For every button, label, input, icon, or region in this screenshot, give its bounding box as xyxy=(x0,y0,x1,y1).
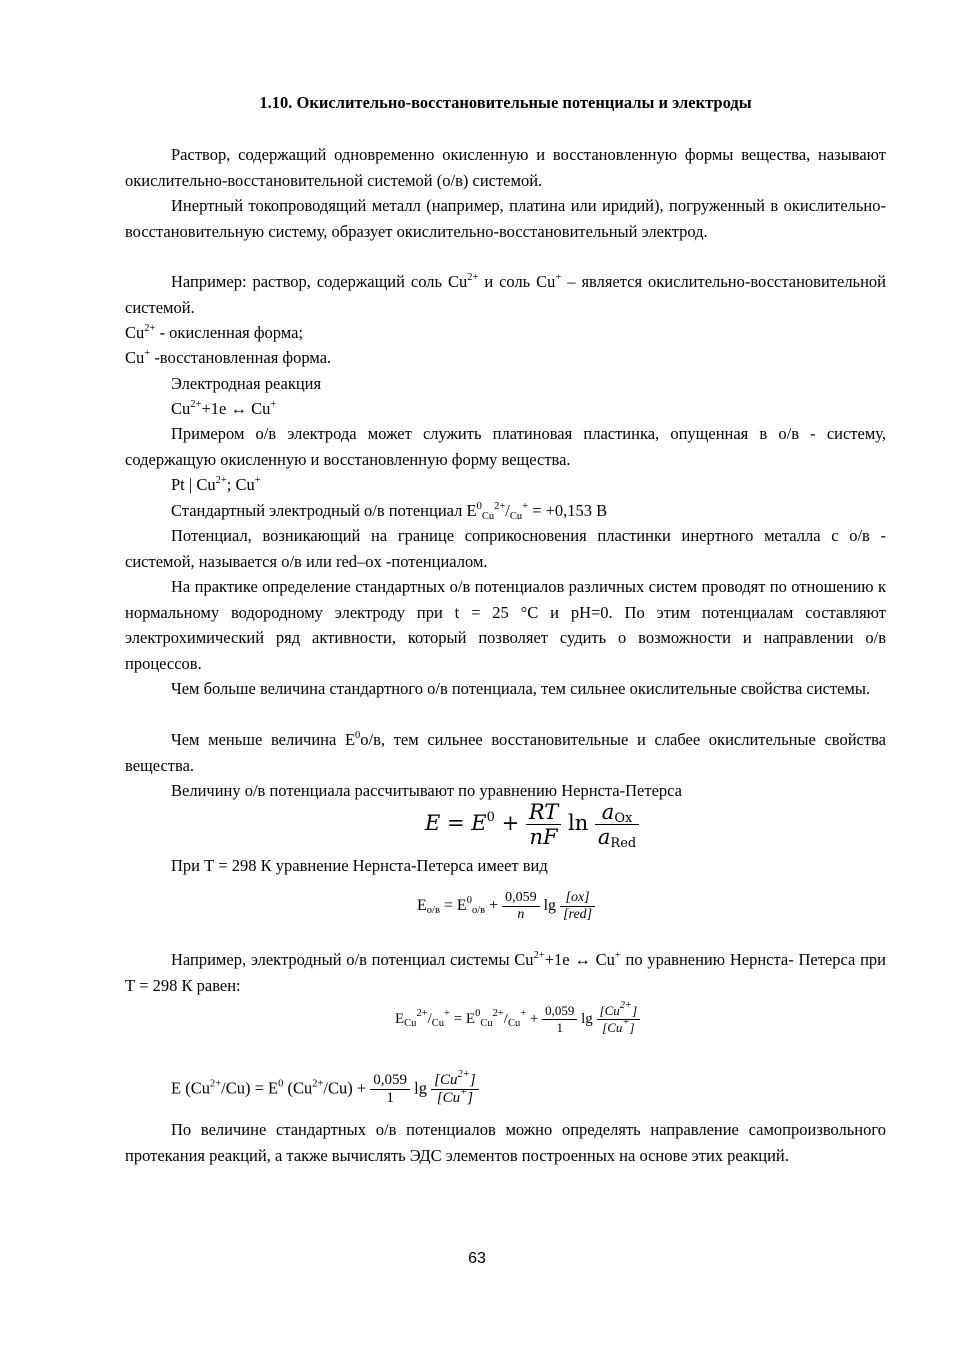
paragraph-practice: На практике определение стандартных о/в потенциалов различных систем проводят по отношению к нормальному водородному электроду при t = 25 °С и рН=0. По этим потенциалам составляют электрохимический ряд активности, который позволяет судить о возможности и направлении о/в процессов. xyxy=(125,577,886,673)
section-title: 1.10. Окислительно-восстановительные потенциалы и электроды xyxy=(259,93,752,112)
electrode-reaction-label: Электродная реакция xyxy=(171,374,322,393)
nernst-298-equation: $E_{о/в} = E^0_{о/в}$ + $\frac{0,059}{n}$ lg $\frac{[ox]}{\text{[red]}}$ xyxy=(417,890,595,923)
nernst-298-intro: При Т = 298 К уравнение Нернста-Петерса имеет вид xyxy=(171,856,548,875)
nernst-intro: Величину о/в потенциала рассчитывают по уравнению Нернста-Петерса xyxy=(171,781,683,800)
paragraph-redox-potential: Потенциал, возникающий на границе соприкосновения пластинки инертного металла с о/в - системой, называется о/в или red–ox -потенциалом. xyxy=(125,526,886,571)
reduced-form-line: Cu+ -восстановленная форма. xyxy=(125,348,332,367)
paragraph-smaller-potential: Чем меньше величина $E^0о/в$, тем сильнее восстановительные и слабее окислительные свойства вещества. xyxy=(125,730,886,775)
electrode-notation: Pt | $Cu^{2+}$; Cu+ xyxy=(171,475,261,494)
paragraph-cu-potential-example: Например, электродный о/в потенциал системы $Cu^{2+}+1e$ ↔ Cu+ по уравнению Нернста- Петерса при Т = 298 К равен: xyxy=(125,950,886,995)
nernst-general-equation: $E = E^0$ + $\frac{RT}{nF}$ ln $\frac{a_{Ox}}{a_{Red}}$ xyxy=(425,800,639,849)
electrode-reaction: $Cu^{2+}+1e$ ↔ Cu+ xyxy=(171,399,277,418)
paragraph-bigger-potential: Чем больше величина стандартного о/в потенциала, тем сильнее окислительные свойства системы. xyxy=(171,679,871,698)
paragraph-redox-system: Раствор, содержащий одновременно окисленную и восстановленную формы вещества, называют окислительно-восстановительной системой (о/в) системой. xyxy=(125,145,886,190)
paragraph-redox-electrode: Инертный токопроводящий металл (например, платина или иридий), погруженный в окислительно-восстановительную систему, образует окислительно-восстановительный электрод. xyxy=(125,196,886,241)
paragraph-cu-example: Например: раствор, содержащий соль $Cu^{2+}$ и соль Cu+ – является окислительно-восстановительной системой. xyxy=(125,272,886,317)
nernst-cu-equation: $E_{Cu}^{2+}/_{Cu}^+ = E^0_{Cu}^{2+}/_{Cu}^+$ + $\frac{0,059}{1}$ lg $\frac{[Cu^{2+}]}{[Cu^+]}$ xyxy=(395,1003,640,1036)
paragraph-platinum-example: Примером о/в электрода может служить платиновая пластинка, опущенная в о/в - систему, содержащую окисленную и восстановленную форму вещества. xyxy=(125,424,886,469)
standard-potential-line: Стандартный электродный о/в потенциал $E^0_{Cu}^{2+}/_{Cu}^+ = +0,153$ В xyxy=(171,501,608,522)
paragraph-conclusion: По величине стандартных о/в потенциалов можно определять направление самопроизвольного протекания реакций, а также вычислять ЭДС элементов построенных на основе этих реакций. xyxy=(125,1120,886,1165)
page-number: 63 xyxy=(468,1250,486,1267)
oxidized-form-line: $Cu^{2+}$ - окисленная форма; xyxy=(125,323,304,342)
nernst-cu-equation-2: E $(Cu^{2+}/Cu) = E^0$ $(Cu^{2+}/Cu)$ + $\frac{0,059}{1}$ lg $\frac{[Cu^{2+}]}{[Cu^+]}$ xyxy=(171,1072,479,1107)
